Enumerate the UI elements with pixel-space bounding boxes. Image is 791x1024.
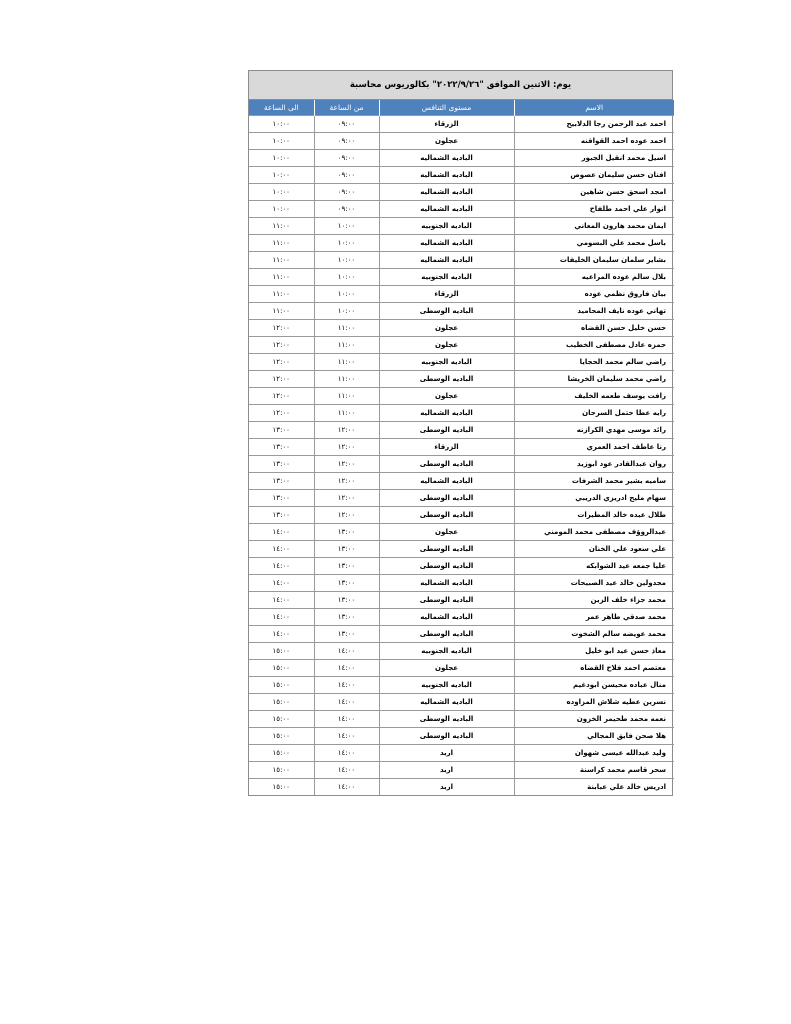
cell-from: ١٤:٠٠ (314, 779, 379, 796)
cell-from: ١٢:٠٠ (314, 456, 379, 473)
cell-name: سهام مليح ادريزي الدريبي (514, 490, 674, 507)
cell-name: نسرين عطيه شلاش المزاوده (514, 694, 674, 711)
table-row (249, 286, 674, 303)
cell-name: علي سعود علي الخنان (514, 541, 674, 558)
cell-from: ١٣:٠٠ (314, 626, 379, 643)
table-row (249, 235, 674, 252)
cell-level: الباديه الشماليه (379, 575, 514, 592)
cell-from: ١٣:٠٠ (314, 575, 379, 592)
cell-level: الباديه الشماليه (379, 184, 514, 201)
cell-name: بلال سالم عوده المراعيه (514, 269, 674, 286)
cell-to: ١٤:٠٠ (249, 524, 314, 541)
table-row (249, 269, 674, 286)
cell-to: ١٤:٠٠ (249, 609, 314, 626)
cell-name: مجدولين خالد عيد الصبيحات (514, 575, 674, 592)
cell-to: ١١:٠٠ (249, 235, 314, 252)
cell-level: الزرقاء (379, 116, 514, 133)
cell-level: الباديه الجنوبيه (379, 677, 514, 694)
cell-to: ١٥:٠٠ (249, 779, 314, 796)
cell-from: ١٢:٠٠ (314, 490, 379, 507)
table-row (249, 405, 674, 422)
cell-name: حمزه عادل مصطفى الخطيب (514, 337, 674, 354)
cell-to: ١٤:٠٠ (249, 592, 314, 609)
cell-from: ٠٩:٠٠ (314, 133, 379, 150)
cell-from: ١٤:٠٠ (314, 728, 379, 745)
table-row (249, 575, 674, 592)
cell-name: باسل محمد علي البسومي (514, 235, 674, 252)
cell-from: ١٢:٠٠ (314, 439, 379, 456)
cell-from: ١٣:٠٠ (314, 592, 379, 609)
cell-from: ١٤:٠٠ (314, 694, 379, 711)
cell-from: ٠٩:٠٠ (314, 184, 379, 201)
cell-to: ١١:٠٠ (249, 252, 314, 269)
cell-level: الباديه الشماليه (379, 694, 514, 711)
cell-name: معاذ حسن عيد ابو خليل (514, 643, 674, 660)
table-row (249, 252, 674, 269)
cell-level: عجلون (379, 388, 514, 405)
table-row (249, 303, 674, 320)
cell-from: ٠٩:٠٠ (314, 201, 379, 218)
cell-level: الباديه الشماليه (379, 167, 514, 184)
cell-name: امجد اسحق حسن شاهين (514, 184, 674, 201)
column-header-level: مستوى التنافس (379, 100, 514, 116)
cell-from: ١٢:٠٠ (314, 422, 379, 439)
cell-to: ١٣:٠٠ (249, 422, 314, 439)
cell-from: ١٣:٠٠ (314, 541, 379, 558)
cell-name: رايه عطا حتمل السرحان (514, 405, 674, 422)
table-row (249, 541, 674, 558)
cell-to: ١٢:٠٠ (249, 405, 314, 422)
cell-from: ١١:٠٠ (314, 405, 379, 422)
table-row (249, 507, 674, 524)
cell-name: راضي سالم محمد الحجايا (514, 354, 674, 371)
cell-to: ١٥:٠٠ (249, 660, 314, 677)
table-row (249, 592, 674, 609)
cell-to: ١٥:٠٠ (249, 762, 314, 779)
cell-to: ١٥:٠٠ (249, 711, 314, 728)
cell-name: رائد موسى مهدي الكرازنه (514, 422, 674, 439)
cell-name: سحر قاسم محمد كراسنة (514, 762, 674, 779)
cell-from: ١٠:٠٠ (314, 218, 379, 235)
cell-level: الباديه الوسطى (379, 371, 514, 388)
table-row (249, 558, 674, 575)
cell-level: الباديه الوسطى (379, 558, 514, 575)
cell-to: ١١:٠٠ (249, 286, 314, 303)
cell-level: الباديه الشماليه (379, 235, 514, 252)
cell-from: ١٠:٠٠ (314, 252, 379, 269)
cell-level: الباديه الوسطى (379, 592, 514, 609)
cell-to: ١٢:٠٠ (249, 371, 314, 388)
cell-name: معتصم احمد فلاح القضاه (514, 660, 674, 677)
cell-level: الباديه الجنوبيه (379, 643, 514, 660)
header-row (249, 100, 674, 116)
cell-name: ساميه بشير محمد الشرفات (514, 473, 674, 490)
schedule-title: يوم: الاثنين الموافق "٢٠٢٢/٩/٢٦" بكالوريوس محاسبة (249, 71, 672, 100)
table-row (249, 184, 674, 201)
cell-name: عليا جمعه عيد الشوابكه (514, 558, 674, 575)
cell-to: ١٣:٠٠ (249, 507, 314, 524)
table-row (249, 133, 674, 150)
cell-to: ١١:٠٠ (249, 269, 314, 286)
cell-level: الباديه الوسطى (379, 728, 514, 745)
cell-from: ١٤:٠٠ (314, 762, 379, 779)
cell-from: ١٤:٠٠ (314, 745, 379, 762)
cell-name: تهاني عوده نايف المحاميد (514, 303, 674, 320)
table-row (249, 779, 674, 796)
table-row (249, 524, 674, 541)
cell-to: ١١:٠٠ (249, 218, 314, 235)
table-row (249, 439, 674, 456)
cell-level: الباديه الوسطى (379, 490, 514, 507)
cell-from: ١٤:٠٠ (314, 660, 379, 677)
cell-from: ١٤:٠٠ (314, 677, 379, 694)
cell-to: ١٤:٠٠ (249, 626, 314, 643)
table-row (249, 150, 674, 167)
cell-level: عجلون (379, 133, 514, 150)
column-header-to: الى الساعة (249, 100, 314, 116)
cell-to: ١٠:٠٠ (249, 133, 314, 150)
cell-level: اربد (379, 762, 514, 779)
cell-from: ١٤:٠٠ (314, 711, 379, 728)
table-row (249, 762, 674, 779)
cell-name: ادريس خالد علي عبابنة (514, 779, 674, 796)
table-row (249, 371, 674, 388)
cell-from: ١٠:٠٠ (314, 269, 379, 286)
cell-name: روان عبدالقادر عود ابوزيد (514, 456, 674, 473)
cell-to: ١٠:٠٠ (249, 201, 314, 218)
cell-name: احمد عوده احمد القواقنه (514, 133, 674, 150)
cell-name: اسيل محمد انقيل الجبور (514, 150, 674, 167)
cell-level: عجلون (379, 320, 514, 337)
column-header-from: من الساعة (314, 100, 379, 116)
table-row (249, 643, 674, 660)
cell-from: ١١:٠٠ (314, 337, 379, 354)
cell-level: اربد (379, 745, 514, 762)
cell-to: ١٤:٠٠ (249, 575, 314, 592)
cell-name: رافت يوسف طعمه الخليف (514, 388, 674, 405)
cell-level: الباديه الوسطى (379, 422, 514, 439)
table-row (249, 422, 674, 439)
cell-from: ١٤:٠٠ (314, 643, 379, 660)
cell-level: اربد (379, 779, 514, 796)
table-row (249, 388, 674, 405)
cell-name: عبدالروؤف مصطفى محمد المومني (514, 524, 674, 541)
cell-name: منال عباده محيسن ابودغيم (514, 677, 674, 694)
cell-level: الباديه الوسطى (379, 541, 514, 558)
cell-name: افنان حسن سليمان عصوص (514, 167, 674, 184)
cell-from: ١٣:٠٠ (314, 609, 379, 626)
cell-level: الباديه الشماليه (379, 609, 514, 626)
cell-name: طلال عيده خالد المطيرات (514, 507, 674, 524)
cell-name: احمد عبد الرحمن رجا الدلابيح (514, 116, 674, 133)
table-row (249, 660, 674, 677)
cell-from: ١٢:٠٠ (314, 507, 379, 524)
cell-level: عجلون (379, 660, 514, 677)
cell-name: انوار علي احمد طلفاح (514, 201, 674, 218)
cell-to: ١٢:٠٠ (249, 354, 314, 371)
cell-to: ١٥:٠٠ (249, 643, 314, 660)
cell-from: ٠٩:٠٠ (314, 167, 379, 184)
cell-to: ١٢:٠٠ (249, 320, 314, 337)
cell-to: ١٠:٠٠ (249, 184, 314, 201)
table-row (249, 320, 674, 337)
table-row (249, 116, 674, 133)
table-row (249, 456, 674, 473)
table-row (249, 167, 674, 184)
cell-name: هلا صحن فايق المجالي (514, 728, 674, 745)
cell-name: حسن خليل حسن القضاه (514, 320, 674, 337)
cell-from: ١١:٠٠ (314, 354, 379, 371)
cell-level: الباديه الشماليه (379, 201, 514, 218)
schedule-rows (249, 116, 674, 796)
cell-level: الباديه الشماليه (379, 150, 514, 167)
cell-to: ١٥:٠٠ (249, 745, 314, 762)
table-row (249, 728, 674, 745)
table-row (249, 626, 674, 643)
cell-from: ١٣:٠٠ (314, 558, 379, 575)
schedule-sheet (248, 70, 673, 796)
cell-level: الباديه الوسطى (379, 507, 514, 524)
cell-from: ٠٩:٠٠ (314, 116, 379, 133)
table-row (249, 218, 674, 235)
cell-level: الباديه الوسطى (379, 711, 514, 728)
cell-to: ١٥:٠٠ (249, 728, 314, 745)
cell-from: ١٠:٠٠ (314, 303, 379, 320)
cell-to: ١٠:٠٠ (249, 167, 314, 184)
table-row (249, 201, 674, 218)
cell-from: ١١:٠٠ (314, 371, 379, 388)
schedule-table (249, 100, 674, 795)
cell-to: ١١:٠٠ (249, 303, 314, 320)
cell-to: ١٥:٠٠ (249, 677, 314, 694)
cell-to: ١٤:٠٠ (249, 558, 314, 575)
cell-from: ١٢:٠٠ (314, 473, 379, 490)
cell-name: محمد عويضه سالم الشخوت (514, 626, 674, 643)
cell-name: محمد صدقي طاهر عمر (514, 609, 674, 626)
table-row (249, 677, 674, 694)
cell-level: الباديه الجنوبيه (379, 269, 514, 286)
column-header-name: الاسم (514, 100, 674, 116)
cell-level: الزرقاء (379, 286, 514, 303)
table-row (249, 354, 674, 371)
cell-name: محمد جزاء خلف الزين (514, 592, 674, 609)
cell-to: ١٣:٠٠ (249, 490, 314, 507)
cell-to: ١٥:٠٠ (249, 694, 314, 711)
cell-name: ايمان محمد هارون المعاني (514, 218, 674, 235)
cell-name: بشاير سلمان سليمان الخليفات (514, 252, 674, 269)
cell-to: ١٣:٠٠ (249, 456, 314, 473)
cell-level: الباديه الجنوبيه (379, 218, 514, 235)
cell-to: ١٢:٠٠ (249, 337, 314, 354)
table-row (249, 473, 674, 490)
cell-level: عجلون (379, 524, 514, 541)
cell-from: ١٠:٠٠ (314, 235, 379, 252)
cell-to: ١٠:٠٠ (249, 150, 314, 167)
table-row (249, 490, 674, 507)
cell-level: الباديه الوسطى (379, 626, 514, 643)
cell-from: ١٠:٠٠ (314, 286, 379, 303)
table-row (249, 609, 674, 626)
cell-name: نعمه محمد طحيمر الخزون (514, 711, 674, 728)
cell-from: ١١:٠٠ (314, 320, 379, 337)
table-row (249, 337, 674, 354)
cell-from: ١٣:٠٠ (314, 524, 379, 541)
cell-level: الباديه الوسطى (379, 303, 514, 320)
cell-to: ١٠:٠٠ (249, 116, 314, 133)
cell-from: ١١:٠٠ (314, 388, 379, 405)
cell-to: ١٢:٠٠ (249, 388, 314, 405)
cell-name: رنا عاطف احمد العمري (514, 439, 674, 456)
cell-level: الباديه الشماليه (379, 405, 514, 422)
cell-to: ١٣:٠٠ (249, 473, 314, 490)
table-row (249, 745, 674, 762)
cell-level: الزرقاء (379, 439, 514, 456)
cell-level: الباديه الشماليه (379, 252, 514, 269)
cell-level: الباديه الشماليه (379, 473, 514, 490)
cell-to: ١٤:٠٠ (249, 541, 314, 558)
cell-name: وليد عبدالله عيسى شهوان (514, 745, 674, 762)
cell-level: عجلون (379, 337, 514, 354)
cell-level: الباديه الجنوبيه (379, 354, 514, 371)
table-row (249, 711, 674, 728)
cell-name: بيان فاروق نظمي عوده (514, 286, 674, 303)
cell-from: ٠٩:٠٠ (314, 150, 379, 167)
cell-level: الباديه الوسطى (379, 456, 514, 473)
table-row (249, 694, 674, 711)
cell-name: راضي محمد سليمان الخريشا (514, 371, 674, 388)
cell-to: ١٣:٠٠ (249, 439, 314, 456)
